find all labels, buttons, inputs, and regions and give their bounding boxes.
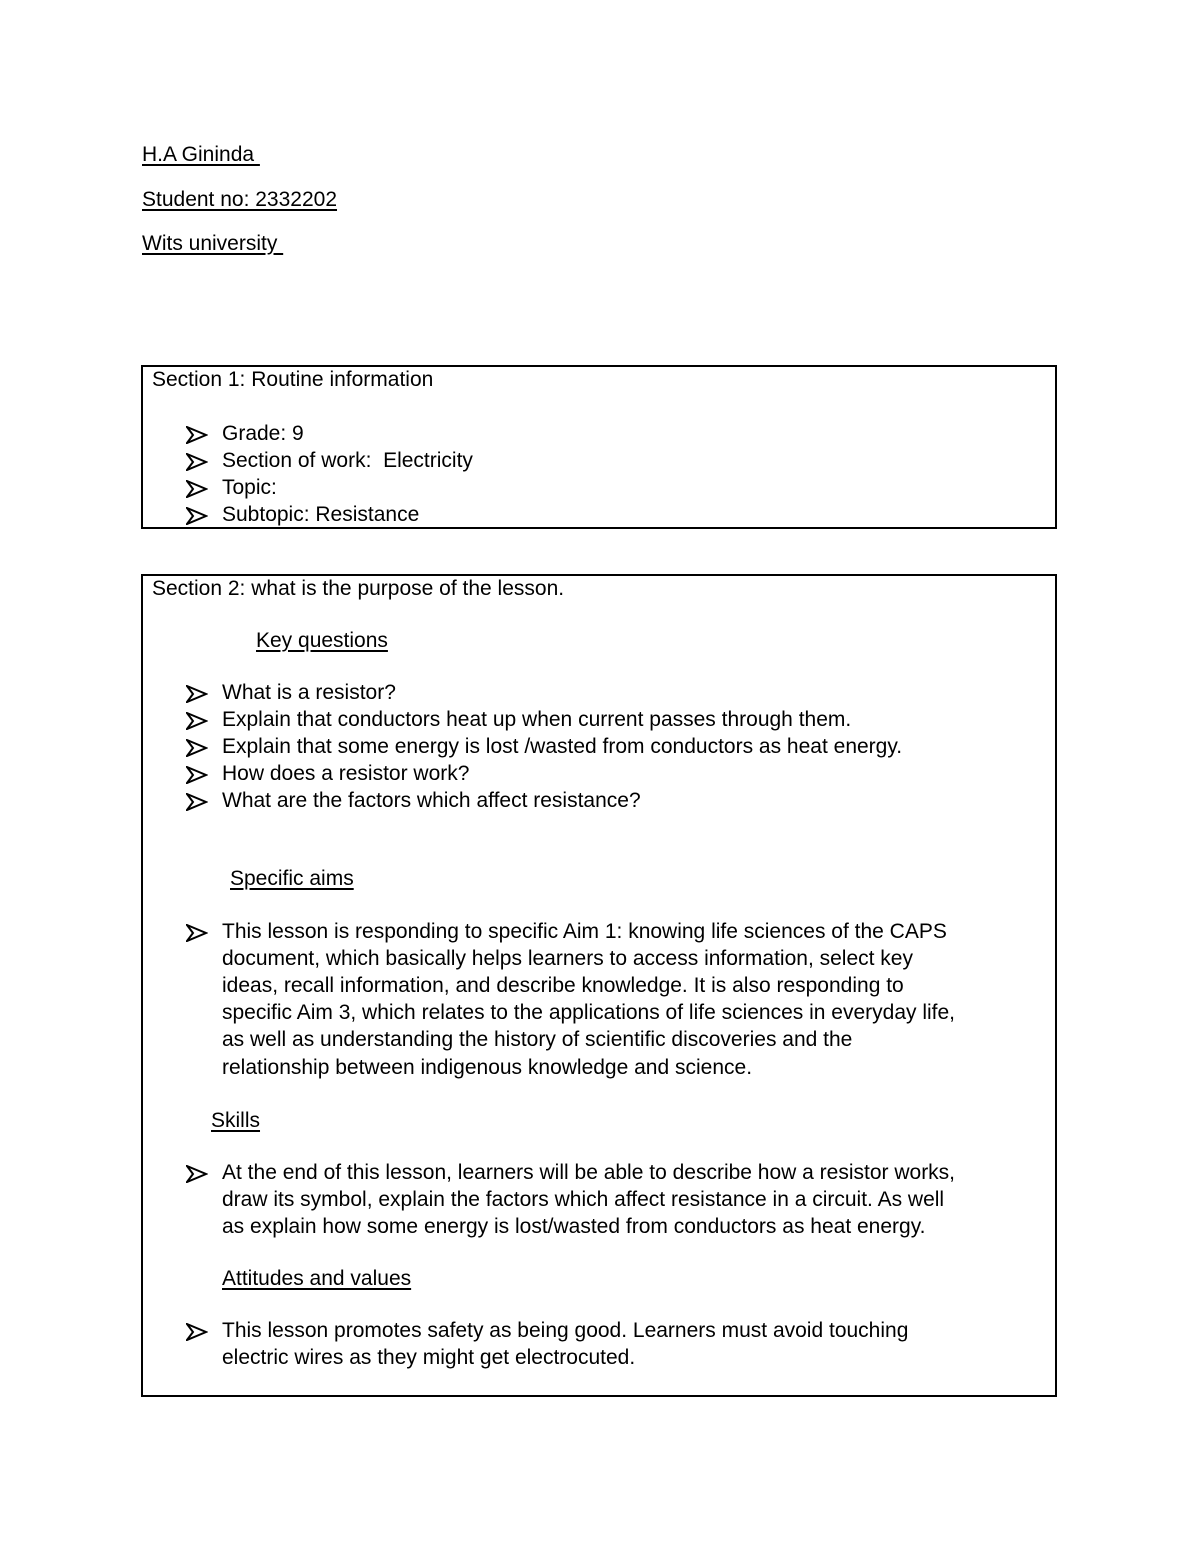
- arrowhead-bullet-icon: [186, 426, 212, 444]
- arrowhead-bullet-icon: [186, 453, 212, 471]
- arrowhead-bullet-icon: [186, 685, 212, 703]
- student-number: Student no: 2332202: [142, 188, 338, 211]
- skills-line: draw its symbol, explain the factors which affect resistance in a circuit. As well: [222, 1188, 945, 1211]
- arrowhead-bullet-icon: [186, 793, 212, 811]
- specific-aims-line: as well as understanding the history of scientific discoveries and the: [222, 1028, 853, 1051]
- specific-aims-line: document, which basically helps learners to access information, select key: [222, 947, 913, 970]
- attitudes-values-heading: Attitudes and values: [222, 1267, 412, 1290]
- arrowhead-bullet-icon: [186, 924, 212, 942]
- key-questions-heading: Key questions: [256, 629, 388, 652]
- arrowhead-bullet-icon: [186, 480, 212, 498]
- section-2-title: Section 2: what is the purpose of the lesson.: [152, 577, 565, 600]
- key-question-item: What are the factors which affect resistance?: [222, 789, 641, 812]
- arrowhead-bullet-icon: [186, 1323, 212, 1341]
- section-1-item: Topic:: [222, 476, 277, 499]
- section-1-item: Subtopic: Resistance: [222, 503, 420, 526]
- arrowhead-bullet-icon: [186, 507, 212, 525]
- key-question-item: Explain that some energy is lost /wasted from conductors as heat energy.: [222, 735, 903, 758]
- arrowhead-bullet-icon: [186, 712, 212, 730]
- specific-aims-line: ideas, recall information, and describe knowledge. It is also responding to: [222, 974, 904, 997]
- author-name: H.A Gininda: [142, 143, 260, 166]
- skills-line: as explain how some energy is lost/wasted from conductors as heat energy.: [222, 1215, 926, 1238]
- skills-heading: Skills: [211, 1109, 261, 1132]
- skills-line: At the end of this lesson, learners will be able to describe how a resistor works,: [222, 1161, 956, 1184]
- specific-aims-line: specific Aim 3, which relates to the applications of life sciences in everyday life,: [222, 1001, 956, 1024]
- section-1-item: Grade: 9: [222, 422, 304, 445]
- section-1-title: Section 1: Routine information: [152, 368, 434, 391]
- university-name: Wits university: [142, 232, 284, 255]
- arrowhead-bullet-icon: [186, 739, 212, 757]
- section-1-item: Section of work: Electricity: [222, 449, 473, 472]
- key-question-item: What is a resistor?: [222, 681, 396, 704]
- attitudes-line: This lesson promotes safety as being good. Learners must avoid touching: [222, 1319, 909, 1342]
- arrowhead-bullet-icon: [186, 766, 212, 784]
- key-question-item: How does a resistor work?: [222, 762, 470, 785]
- arrowhead-bullet-icon: [186, 1165, 212, 1183]
- key-question-item: Explain that conductors heat up when current passes through them.: [222, 708, 852, 731]
- specific-aims-line: relationship between indigenous knowledge and science.: [222, 1056, 753, 1079]
- specific-aims-line: This lesson is responding to specific Aim 1: knowing life sciences of the CAPS: [222, 920, 947, 943]
- attitudes-line: electric wires as they might get electrocuted.: [222, 1346, 636, 1369]
- specific-aims-heading: Specific aims: [230, 867, 354, 890]
